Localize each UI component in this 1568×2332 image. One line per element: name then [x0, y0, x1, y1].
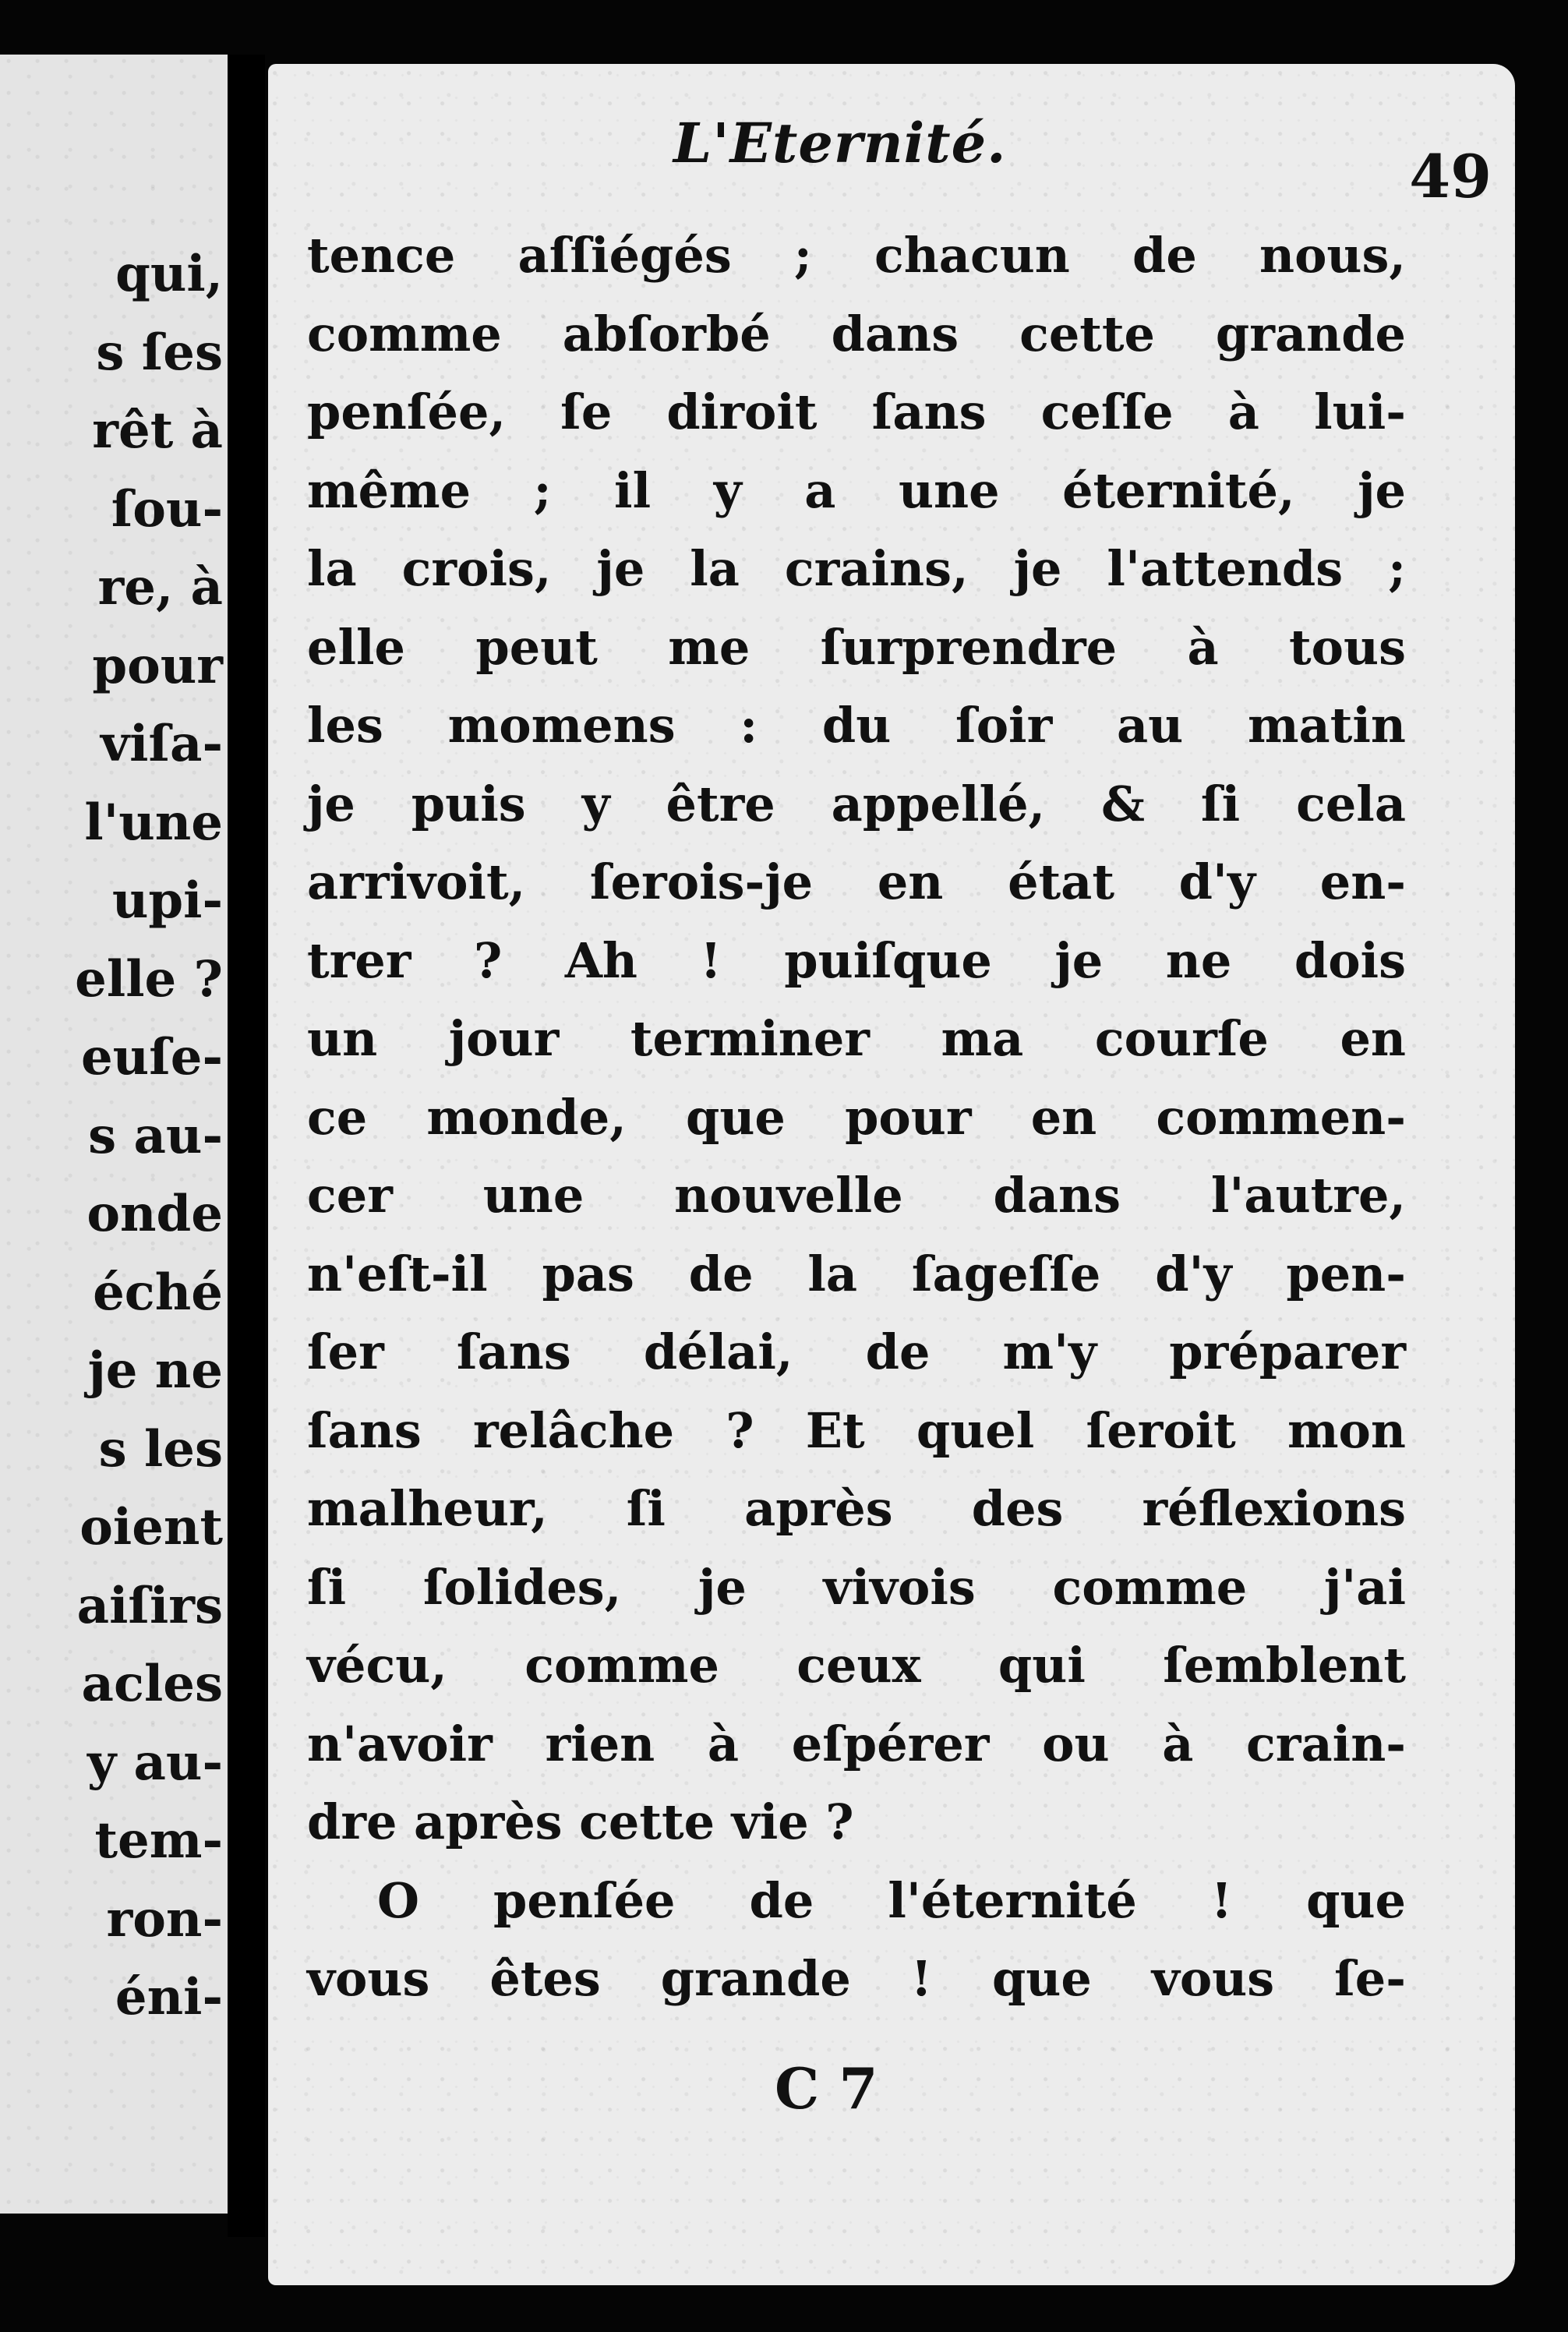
left-line-end: s les	[98, 1419, 223, 1479]
left-line-end: pour	[92, 636, 223, 695]
left-line-end: euſe-	[80, 1028, 223, 1086]
left-line-end: viſa-	[100, 715, 223, 773]
left-line-end: upi-	[111, 871, 223, 930]
text-line: malheur, ſi après des réflexions	[307, 1480, 1406, 1537]
text-line: penſée, ſe diroit ſans ceſſe à lui-	[307, 383, 1406, 440]
body-text	[307, 217, 1406, 2019]
left-line-end: aiſirs	[76, 1576, 223, 1635]
left-line-end: s ſes	[96, 323, 223, 382]
left-line-end: éni-	[115, 1968, 223, 2026]
text-line: dre après cette vie ?	[307, 1793, 854, 1850]
text-line: vécu, comme ceux qui ſemblent	[307, 1637, 1406, 1694]
left-line-end: elle ?	[75, 949, 223, 1009]
text-line: même ; il y a une éternité, je	[307, 461, 1406, 519]
right-page	[268, 64, 1515, 2285]
left-line-end: je ne	[87, 1341, 223, 1400]
text-line: ce monde, que pour en commen-	[307, 1088, 1406, 1146]
left-line-end: y au-	[87, 1733, 223, 1792]
left-line-end: ſou-	[111, 479, 223, 539]
left-page-text	[0, 235, 223, 2037]
text-line: n'eſt-il pas de la ſageſſe d'y pen-	[307, 1245, 1406, 1302]
text-line: trer ? Ah ! puiſque je ne dois	[307, 931, 1406, 989]
text-line: je puis y être appellé, & ſi cela	[307, 775, 1406, 832]
left-line-end: qui,	[115, 245, 223, 303]
text-line: O penſée de l'éternité ! que	[377, 1871, 1406, 1929]
page-gutter	[228, 55, 265, 2237]
page-number: 49	[1409, 142, 1492, 211]
text-line: ſi ſolides, je vivois comme j'ai	[307, 1558, 1406, 1616]
running-head: L'Eternité.	[673, 111, 1007, 175]
left-line-end: oient	[79, 1498, 223, 1556]
left-line-end: re, à	[97, 558, 223, 617]
text-line: ſer ſans délai, de m'y préparer	[307, 1323, 1406, 1380]
left-line-end: l'une	[84, 793, 223, 852]
left-line-end: tem-	[94, 1811, 223, 1870]
text-line: cer une nouvelle dans l'autre,	[307, 1167, 1406, 1224]
left-line-end: acles	[81, 1655, 223, 1713]
text-line: les momens : du ſoir au matin	[307, 697, 1406, 754]
text-line: ſans relâche ? Et quel ſeroit mon	[307, 1401, 1406, 1459]
left-line-end: rêt à	[92, 401, 223, 460]
left-line-end: ron-	[106, 1889, 223, 1949]
left-page-fragment	[0, 55, 228, 2214]
text-line: la crois, je la crains, je l'attends ;	[307, 540, 1406, 597]
text-line: vous êtes grande ! que vous ſe-	[307, 1950, 1406, 2007]
text-line: un jour terminer ma courſe en	[307, 1010, 1406, 1067]
text-line: arrivoit, ſerois-je en état d'y en-	[307, 853, 1406, 910]
left-line-end: onde	[87, 1185, 223, 1243]
text-line: tence aſſiégés ; chacun de nous,	[307, 227, 1406, 284]
left-line-end: s au-	[88, 1106, 223, 1165]
text-line: n'avoir rien à eſpérer ou à crain-	[307, 1715, 1406, 1772]
left-line-end: éché	[93, 1263, 223, 1322]
text-line: comme abſorbé dans cette grande	[307, 305, 1406, 362]
signature-mark: C 7	[775, 2055, 878, 2122]
text-line: elle peut me ſurprendre à tous	[307, 618, 1406, 676]
